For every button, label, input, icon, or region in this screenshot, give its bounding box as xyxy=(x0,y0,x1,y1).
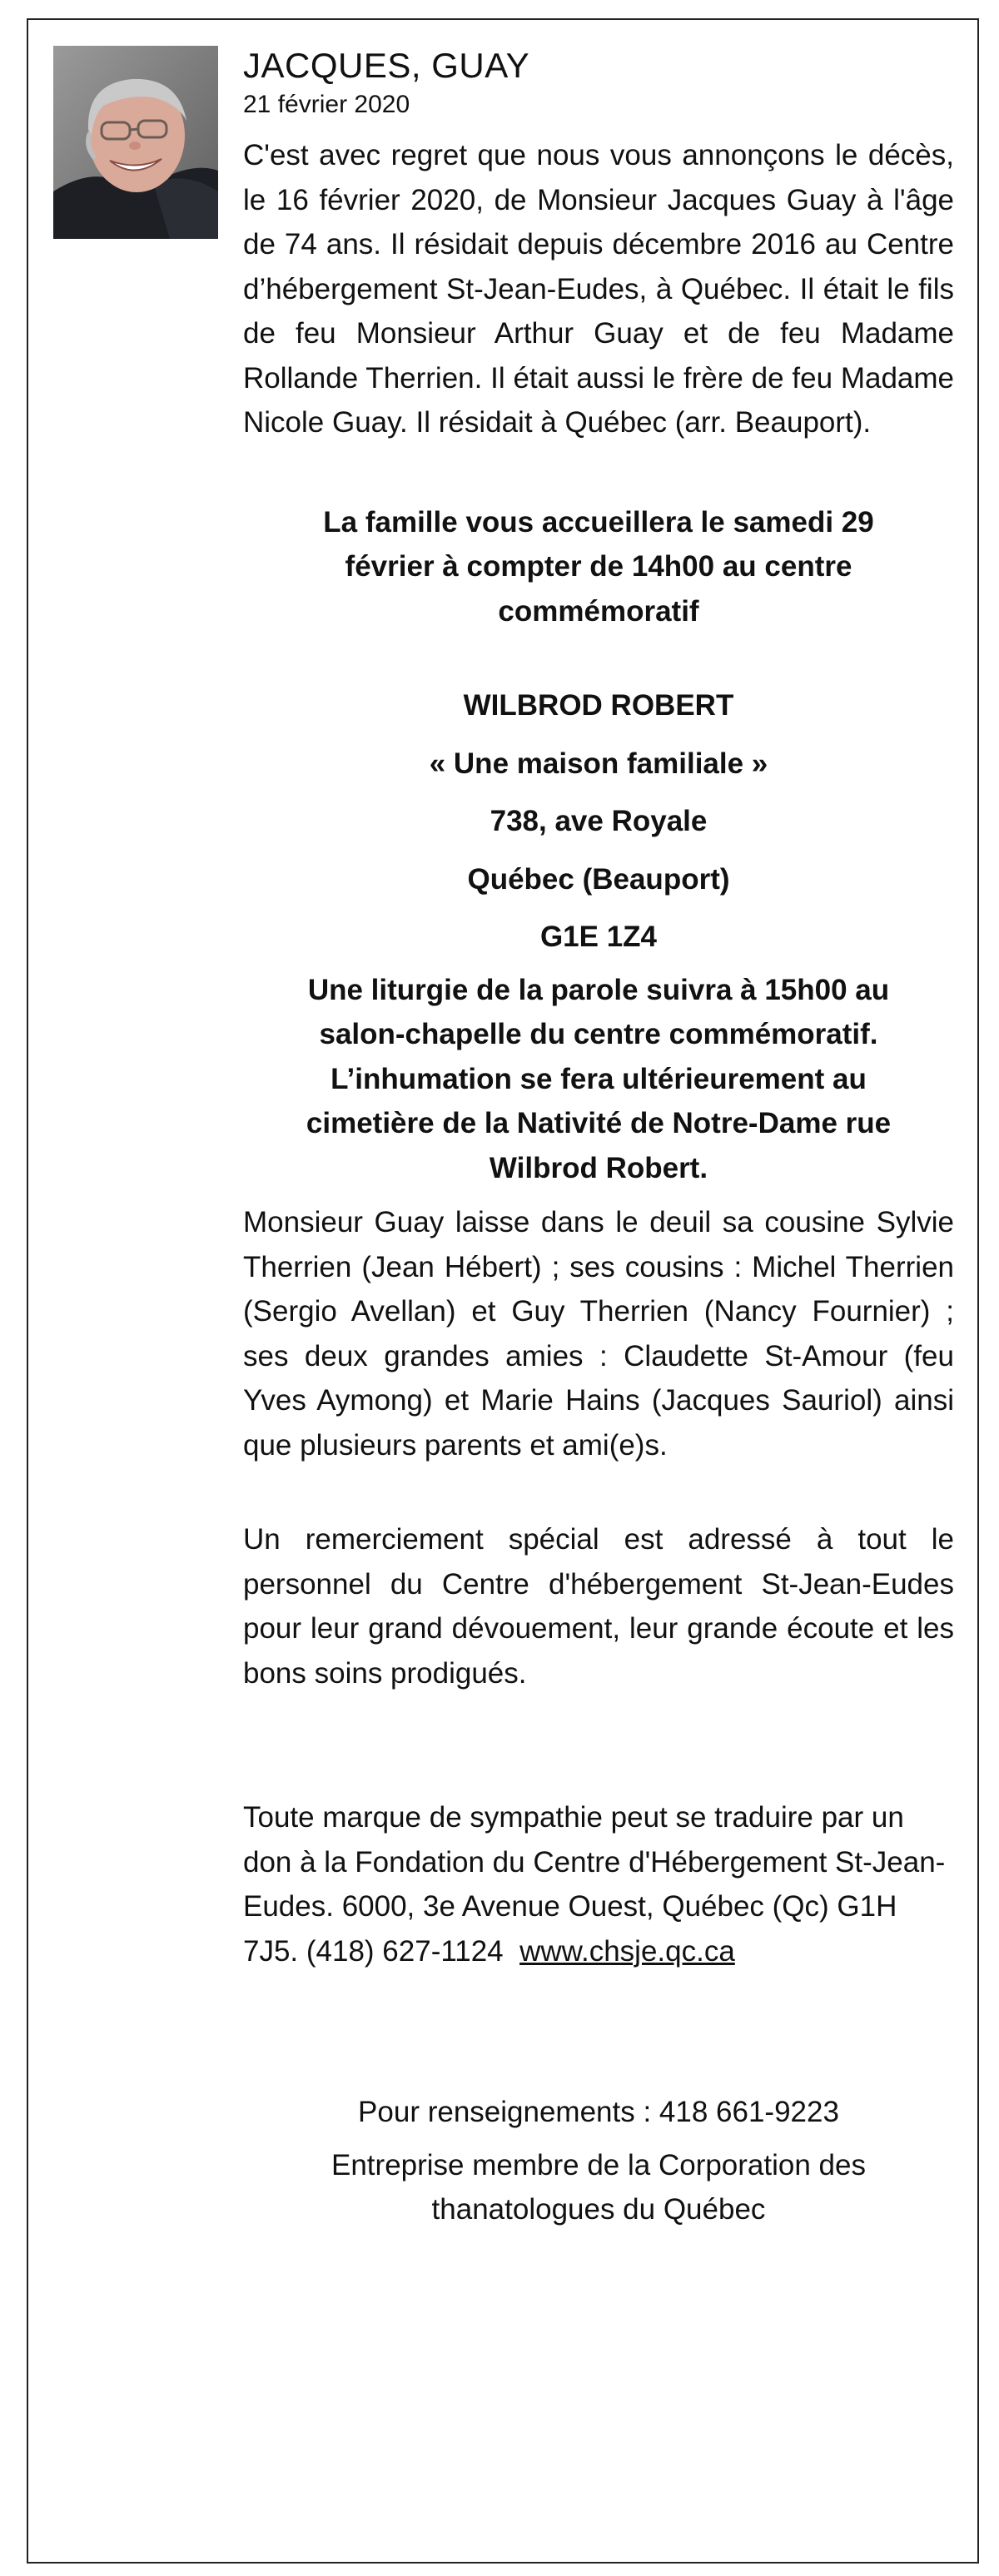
thanks-paragraph: Un remerciement spécial est adressé à tout le personnel du Centre d'hébergement St-Jean-Eudes pour leur grand dévouement, leur grande écoute et les bons soins prodigués. xyxy=(243,1523,954,1690)
donation-text: Toute marque de sympathie peut se traduire par un don à la Fondation du Centre d'Hébergement St-Jean-Eudes. 6000, 3e Avenue Ouest, Québec (Qc) G1H 7J5. (418) 627-1124 xyxy=(243,1801,946,1968)
portrait-image xyxy=(53,46,218,239)
membership-line-1: Entreprise membre de la Corporation des xyxy=(331,2148,866,2181)
liturgy-notice: Une liturgie de la parole suivra à 15h00 au salon-chapelle du centre commémoratif. L’inhumation se fera ultérieurement au cimetière de la Nativité de Notre-Dame rue Wilbrod Robert. xyxy=(306,973,892,1184)
venue-street: 738, ave Royale xyxy=(490,805,708,837)
info-phone: Pour renseignements : 418 661-9223 xyxy=(358,2096,839,2128)
survivors-paragraph: Monsieur Guay laisse dans le deuil sa cousine Sylvie Therrien (Jean Hébert) ; ses cousins : Michel Therrien (Sergio Avellan) et Guy Therrien (Nancy Fournier) ; ses deux grandes amies : Claudette St-Amour (feu Yves Aymong) et Marie Hains (Jacques Sauriol) ainsi que plusieurs parents et ami(e)s. xyxy=(243,1206,954,1462)
donation-website-link[interactable]: www.chsje.qc.ca xyxy=(519,1934,735,1968)
venue-tagline: « Une maison familiale » xyxy=(429,747,768,780)
publication-date: 21 février 2020 xyxy=(243,91,410,118)
obituary-content xyxy=(243,43,954,2232)
membership-line-2: thanatologues du Québec xyxy=(431,2193,766,2226)
venue-postal-code: G1E 1Z4 xyxy=(539,921,658,953)
intro-paragraph: C'est avec regret que nous vous annonçons le décès, le 16 février 2020, de Monsieur Jacques Guay à l'âge de 74 ans. Il résidait depuis décembre 2016 au Centre d’hébergement St-Jean-Eudes, à Québec. Il était le fils de feu Monsieur Arthur Guay et de feu Madame Rollande Therrien. Il était aussi le frère de feu Madame Nicole Guay. Il résidait à Québec (arr. Beauport). xyxy=(243,139,954,439)
portrait-photo xyxy=(53,46,218,239)
venue-city: Québec (Beauport) xyxy=(467,862,730,896)
visitation-notice: La famille vous accueillera le samedi 29 février à compter de 14h00 au centre commémoratif xyxy=(323,505,874,628)
donation-paragraph xyxy=(243,1795,954,1973)
venue-name: WILBROD ROBERT xyxy=(463,689,734,722)
deceased-name: JACQUES, GUAY xyxy=(243,46,530,85)
